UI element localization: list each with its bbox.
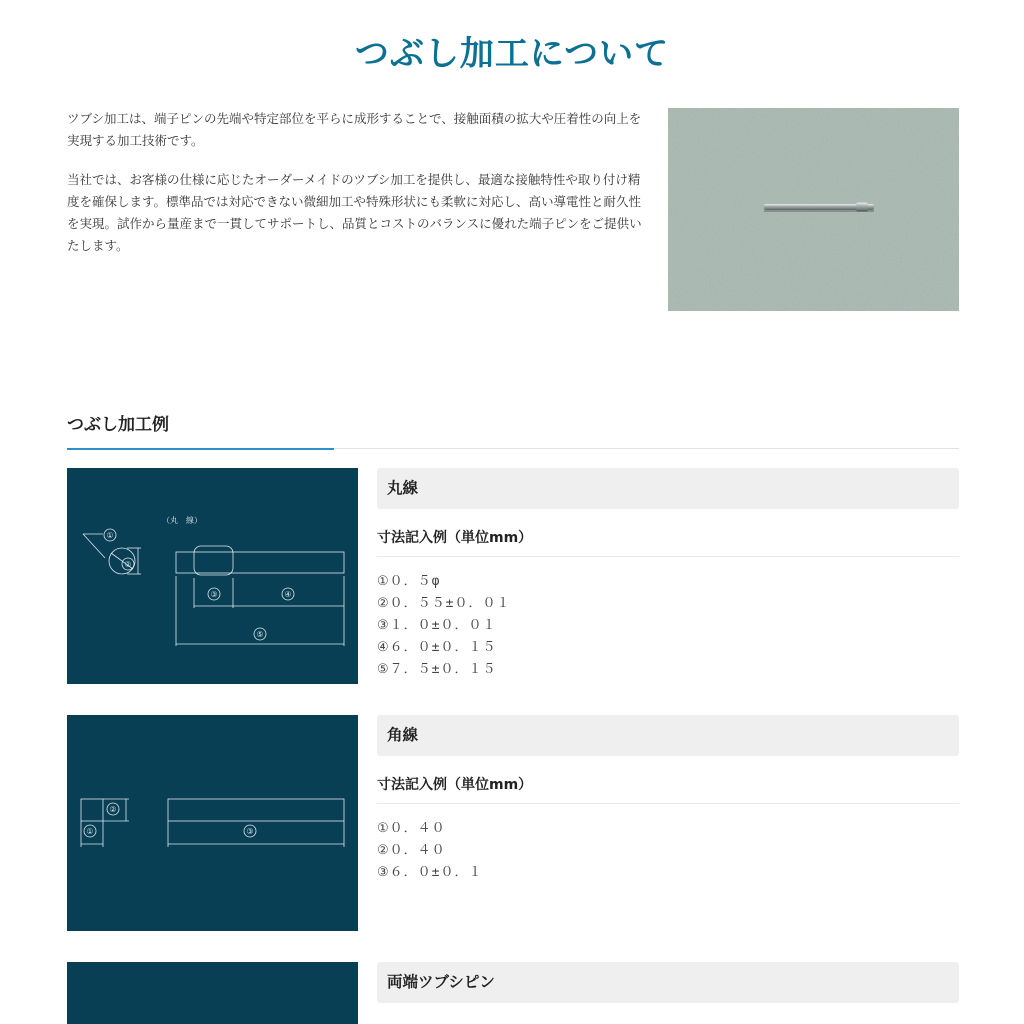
round-wire-diagram	[67, 468, 358, 684]
dimension-item: ②０．４０	[377, 843, 446, 858]
intro-text	[67, 108, 649, 274]
section-heading-text: つぶし加工例	[67, 415, 169, 435]
double-end-pin-info	[377, 962, 959, 1003]
dimension-item: ④６．０±０．１５	[377, 640, 497, 655]
example-name: 角線	[377, 715, 959, 756]
double-end-pin-diagram	[67, 962, 358, 1024]
round-wire-info	[377, 468, 959, 681]
dimension-item: ②０．５５±０．０１	[377, 596, 511, 611]
marker-2: ②	[124, 560, 132, 569]
diagram-label: （丸 線）	[162, 516, 202, 525]
dimension-list	[377, 571, 959, 681]
dimension-item: ①０．４０	[377, 821, 446, 836]
marker-5: ⑤	[256, 630, 264, 639]
dimension-title: 寸法記入例（単位mm）	[377, 773, 959, 804]
marker-1: ①	[106, 531, 114, 540]
square-wire-diagram	[67, 715, 358, 931]
marker-3: ③	[210, 590, 218, 599]
heading-accent-bar	[67, 448, 334, 450]
section-heading	[67, 412, 959, 449]
dimension-item: ⑤７．５±０．１５	[377, 662, 497, 677]
dimension-item: ③６．０±０．１	[377, 865, 483, 880]
dimension-item: ①０．５φ	[377, 574, 441, 589]
marker-4: ④	[284, 590, 292, 599]
square-wire-info	[377, 715, 959, 884]
dimension-title: 寸法記入例（単位mm）	[377, 526, 959, 557]
dimension-list	[377, 818, 959, 884]
marker-3: ③	[246, 827, 254, 836]
page-title: つぶし加工について	[354, 34, 670, 74]
example-name: 両端ツブシピン	[377, 962, 959, 1003]
marker-2: ②	[109, 805, 117, 814]
dimension-item: ③１．０±０．０１	[377, 618, 497, 633]
example-name: 丸線	[377, 468, 959, 509]
intro-paragraph-1: ツブシ加工は、端子ピンの先端や特定部位を平らに成形することで、接触面積の拡大や圧着性の向上を実現する加工技術です。	[67, 111, 642, 148]
pin-photo	[668, 108, 959, 311]
intro-paragraph-2: 当社では、お客様の仕様に応じたオーダーメイドのツブシ加工を提供し、最適な接触特性や取り付け精度を確保します。標準品では対応できない微細加工や特殊形状にも柔軟に対応し、高い導電性と耐久性を実現。試作から量産まで一貫してサポートし、品質とコストのバランスに優れた端子ピンをご提供いたします。	[67, 172, 642, 253]
marker-1: ①	[86, 827, 94, 836]
